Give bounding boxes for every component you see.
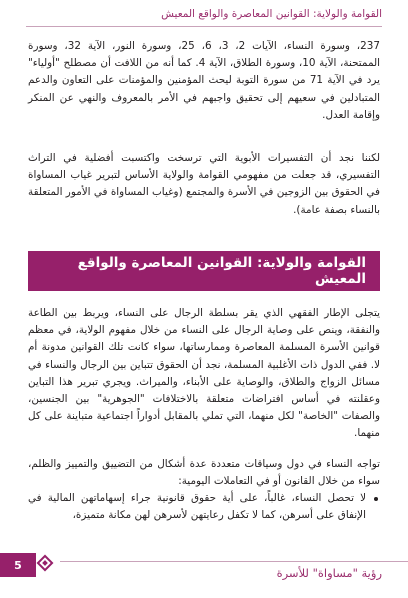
header-divider <box>26 26 382 27</box>
page-number: 5 <box>0 553 36 577</box>
bullet-item <box>28 490 380 524</box>
body-paragraph-1: 237، وسورة النساء، الآيات 2، 3، 6، 25، وسورة النور، الآية 32، وسورة الممتحنة، الآية 10، وسورة الطلاق، الآية 4. كما أنه من اللافت أن مصطلح "أولياء" يرد في الآية 71 من سورة التوبة ليحث المؤمنين والمؤمنات على التعاون والدعم المتبادلين في سعيهم إلى تحقيق واجبهم في الأمر بالمعروف والنهي عن المنكر وإقامة العدل. <box>28 40 380 121</box>
running-header-title: القوامة والولاية: القوانين المعاصرة والواقع المعيش <box>161 8 382 20</box>
bullet-list <box>28 490 380 524</box>
section-heading-band <box>28 251 380 291</box>
footer-divider <box>60 561 408 562</box>
footer-series-title: رؤية "مساواة" للأسرة <box>276 566 382 580</box>
section-heading: القوامة والولاية: القوانين المعاصرة والواقع المعيش <box>77 255 366 287</box>
bullet-dot-icon <box>374 497 378 501</box>
body-paragraph-4: تواجه النساء في دول وسياقات متعددة عدة أشكال من التضييق والتمييز والظلم، سواء من خلال القانون أو في التعاملات اليومية: <box>28 458 380 488</box>
body-paragraph-2: لكننا نجد أن التفسيرات الأبوية التي ترسخت واكتسبت أفضلية في التراث التفسيري، قد جعلت من مفهومي القوامة والولاية الأساس لتبرير غياب المساواة في الحقوق بين الزوجين في الأسرة والمجتمع (وغياب المساواة في الأمور المتعلقة بالنساء بصفة عامة). <box>28 152 380 216</box>
diamond-ornament-icon <box>37 555 54 572</box>
body-paragraph-3: يتجلى الإطار الفقهي الذي يقر بسلطة الرجال على النساء، ويربط بين الطاعة والنفقة، وينص على وصاية الرجال على النساء من خلال مفهوم الولاية، في معظم قوانين الأسرة المسلمة المعاصرة وممارساتها، سواء كانت تلك القوانين مدونة أم لا. ففي الدول ذات الأغلبية المسلمة، نجد أن الحقوق تتباين بين الرجال والنساء في مسائل الزواج والطلاق، والوصاية على الأبناء، والميراث. ويجري تبرير هذا التباين وعقلنته في أساس افتراضات متعلقة بالاختلافات "الجوهرية" بين الجنسين، والصفات "الخاصة" لكل منهما، التي تملي بالمقابل أدواراً اجتماعية متباينة على كل منهما. <box>28 307 380 440</box>
bullet-text: لا تحصل النساء، غالباً، على أية حقوق قانونية جراء إسهاماتهن المالية في الإنفاق على أسرهن، كما لا تكفل رعايتهن لأسرهن لهن مكانة متميزة، <box>28 492 366 522</box>
diamond-center-icon <box>42 560 48 566</box>
